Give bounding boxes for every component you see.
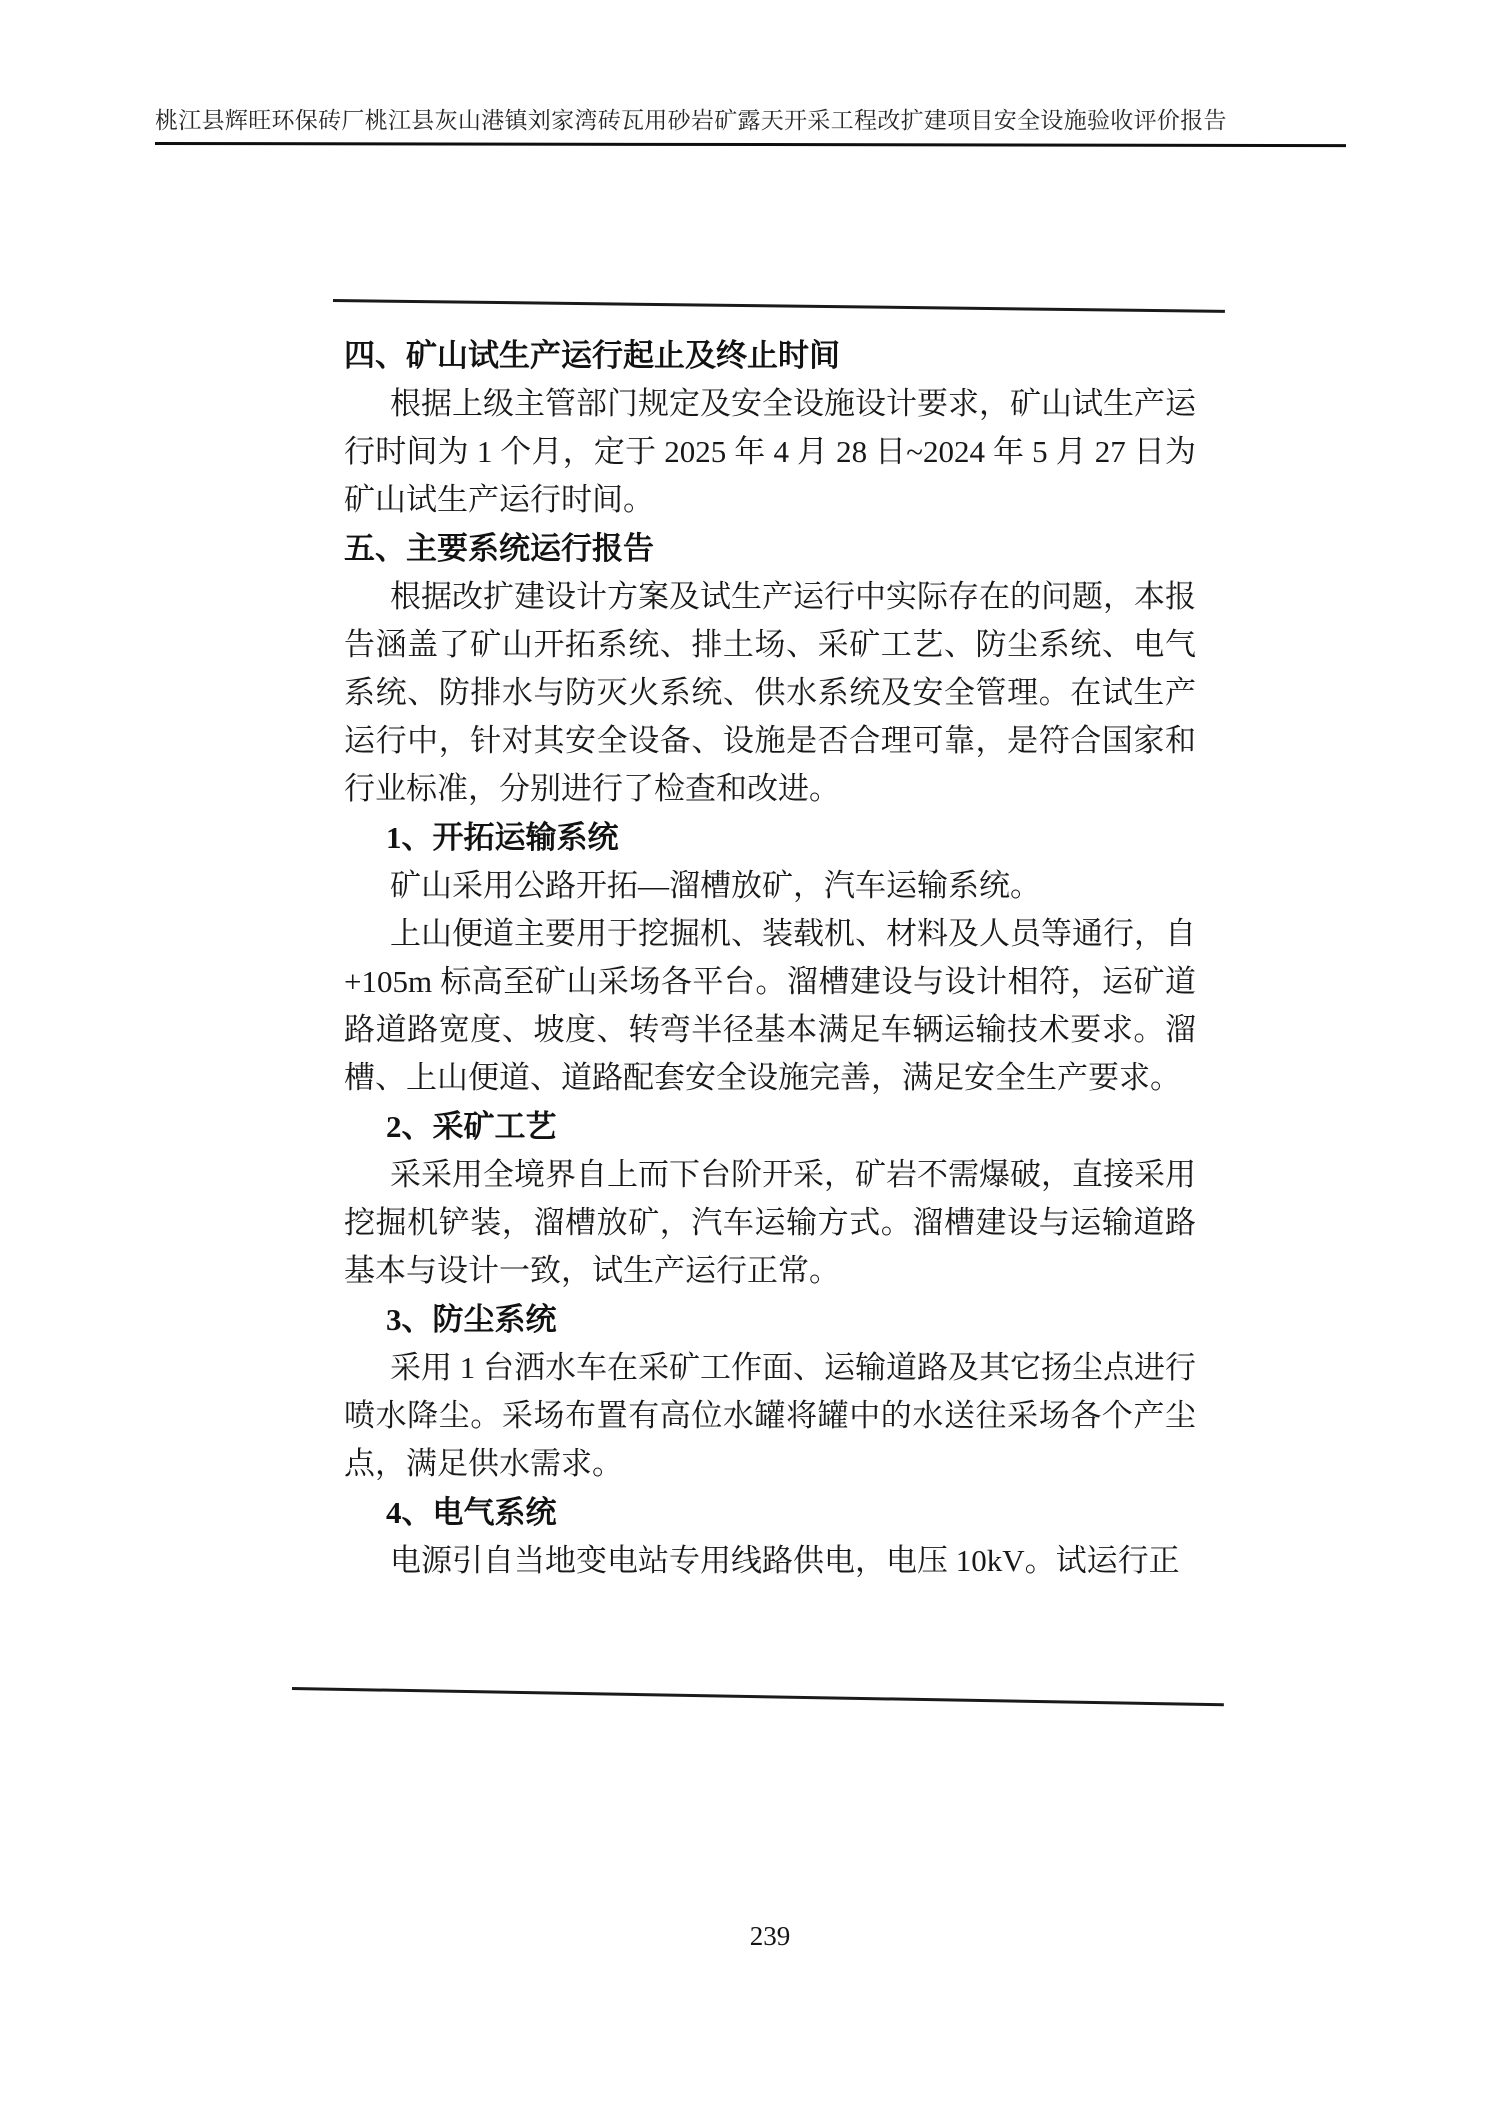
subsection-4-paragraph: 电源引自当地变电站专用线路供电，电压 10kV。试运行正 <box>390 1543 1180 1578</box>
header-rule <box>155 142 1346 147</box>
section-5-heading: 五、主要系统运行报告 <box>344 531 654 566</box>
content-bottom-rule <box>292 1687 1224 1706</box>
subsection-1-heading: 1、开拓运输系统 <box>386 820 619 855</box>
subsection-3-paragraph: 采用 1 台洒水车在采矿工作面、运输道路及其它扬尘点进行喷水降尘。采场布置有高位水罐将罐中的水送往采场各个产尘点，满足供水需求。 <box>344 1350 1196 1481</box>
subsection-3-heading: 3、防尘系统 <box>386 1302 557 1337</box>
subsection-1-paragraph-2: 上山便道主要用于挖掘机、装载机、材料及人员等通行，自+105m 标高至矿山采场各平台。溜槽建设与设计相符，运矿道路道路宽度、坡度、转弯半径基本满足车辆运输技术要求。溜槽、上山便道、道路配套安全设施完善，满足安全生产要求。 <box>344 916 1196 1095</box>
subsection-2-paragraph: 采采用全境界自上而下台阶开采，矿岩不需爆破，直接采用挖掘机铲装，溜槽放矿，汽车运输方式。溜槽建设与运输道路基本与设计一致，试生产运行正常。 <box>344 1157 1196 1288</box>
running-header-title: 桃江县辉旺环保砖厂桃江县灰山港镇刘家湾砖瓦用砂岩矿露天开采工程改扩建项目安全设施验收评价报告 <box>155 108 1227 133</box>
content-top-rule <box>333 299 1225 312</box>
page-number: 239 <box>749 1921 791 1951</box>
subsection-2-heading: 2、采矿工艺 <box>386 1109 557 1144</box>
document-body <box>344 331 1196 1585</box>
section-4-paragraph: 根据上级主管部门规定及安全设施设计要求，矿山试生产运行时间为 1 个月，定于 2025 年 4 月 28 日~2024 年 5 月 27 日为矿山试生产运行时间。 <box>344 386 1196 517</box>
subsection-4-heading: 4、电气系统 <box>386 1495 557 1530</box>
section-5-intro-paragraph: 根据改扩建设计方案及试生产运行中实际存在的问题，本报告涵盖了矿山开拓系统、排土场、采矿工艺、防尘系统、电气系统、防排水与防灭火系统、供水系统及安全管理。在试生产运行中，针对其安全设备、设施是否合理可靠，是符合国家和行业标准，分别进行了检查和改进。 <box>344 579 1196 806</box>
subsection-1-paragraph-1: 矿山采用公路开拓—溜槽放矿，汽车运输系统。 <box>390 868 1041 903</box>
section-4-heading: 四、矿山试生产运行起止及终止时间 <box>344 338 840 373</box>
